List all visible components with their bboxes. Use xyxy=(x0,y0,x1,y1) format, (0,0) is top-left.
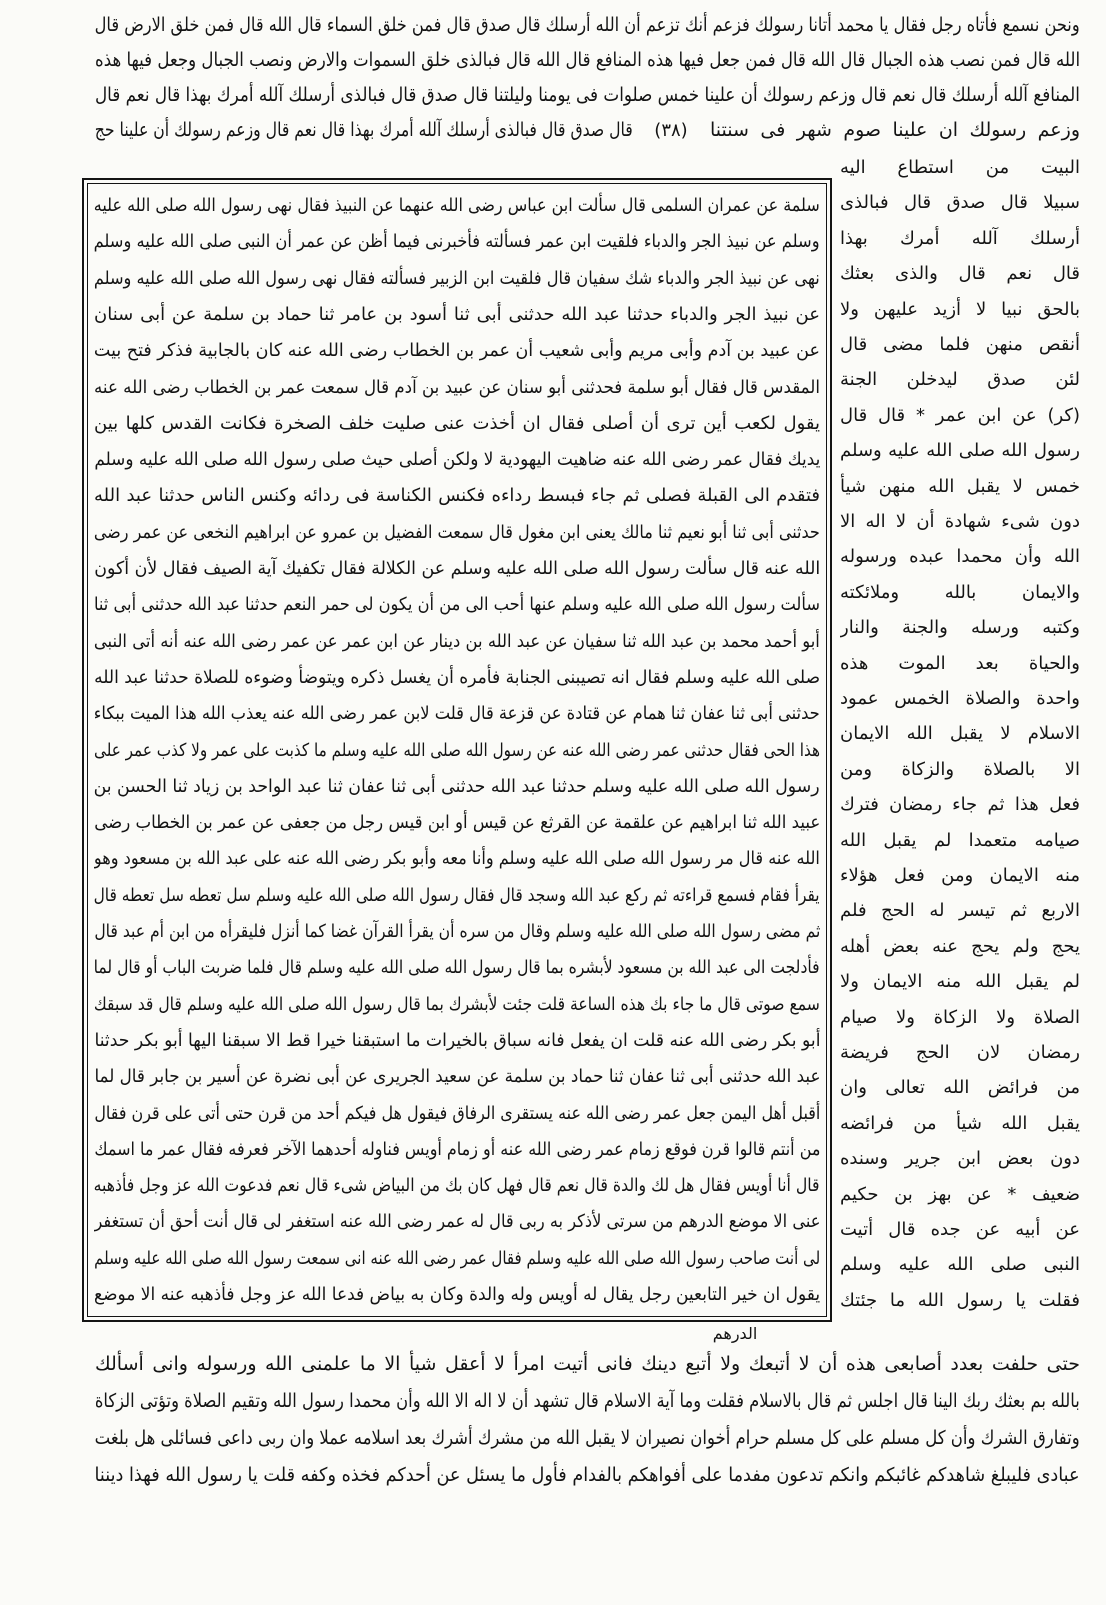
main-text-line-text: نهى عن نبيذ الجر والدباء شك سفيان قال فلقيت ابن الزبير فسألته فقال نهى رسول الله صلى الله عليه وسلم xyxy=(94,267,820,289)
margin-line-text: والحياة بعد الموت هذه xyxy=(840,652,1080,674)
main-text-line xyxy=(94,406,820,442)
footer-line xyxy=(95,1457,1080,1494)
margin-line xyxy=(840,787,1080,822)
margin-line xyxy=(840,823,1080,858)
margin-line xyxy=(840,752,1080,787)
main-text-line-text: قال أنا أويس فقال هل لك والدة قال نعم قال فهل كان بك من البياض شىء قال نعم فدعوت الله عز وجل فأذهبه xyxy=(94,1175,820,1197)
main-text-line xyxy=(94,660,820,696)
main-text-line xyxy=(94,551,820,587)
main-text-line-text: فأدلجت الى عبد الله بن مسعود لأبشره بما قال رسول الله صلى الله عليه وسلم قال فلما ضربت الباب أو قال لما xyxy=(94,957,820,979)
footer-line xyxy=(95,1346,1080,1383)
margin-line xyxy=(840,398,1080,433)
header-line-text: الله قال فمن نصب هذه الجبال قال الله قال فمن جعل فيها هذه المنافع قال الله قال فبالذى خلق السموات والارض ونصب الجبال وجعل فيها هذه xyxy=(95,49,1080,71)
margin-line-text: البيت من استطاع اليه xyxy=(840,157,1080,178)
margin-line-text: ضعيف * عن بهز بن حكيم xyxy=(840,1183,1080,1205)
main-text-line-text: سألت رسول الله صلى الله عليه وسلم عنها أحب الى من أن يكون لى حمر النعم حدثنا عبد الله حدثنى أبى ثنا xyxy=(94,594,820,616)
main-text-line-text: يديك فقال عمر رضى الله عنه ضاهيت اليهودية لا ولكن أصلى حيث صلى رسول الله صلى الله عليه وسلم xyxy=(94,449,820,471)
main-text-line xyxy=(94,987,820,1023)
main-text-line-text: يقول لكعب أين ترى أن أصلى فقال ان أخذت عنى صليت خلف الصخرة فكانت القدس كلها بين xyxy=(94,412,820,434)
main-text-line-text: أبو بكر رضى الله عنه قلت ان يفعل فانه سباق بالخيرات ما استبقنا خيرا قط الا سبقنا اليها أبو بكر حدثنا xyxy=(94,1029,820,1051)
margin-line xyxy=(840,964,1080,999)
main-text-line xyxy=(94,261,820,297)
main-text-line-text: حدثنى أبى ثنا عفان ثنا همام عن قتادة عن قزعة قال قلت لابن عمر رضى الله عنه يعذب الله هذا الميت ببكاء xyxy=(94,703,820,725)
main-text-line xyxy=(94,841,820,877)
margin-line-text: النبى صلى الله عليه وسلم xyxy=(840,1254,1080,1276)
overflow-word: الدرهم xyxy=(712,1324,758,1343)
footer-line xyxy=(95,1383,1080,1420)
margin-line-text: والايمان بالله وملائكته xyxy=(840,581,1080,603)
header-line-text: ونحن نسمع فأتاه رجل فقال يا محمد أتانا رسولك فزعم أنك تزعم أن الله أرسلك قال صدق قال فمن خلق السماء قال الله قال فمن خلق الارض قال xyxy=(95,14,1080,36)
margin-line xyxy=(840,185,1080,220)
margin-line xyxy=(840,469,1080,504)
margin-line-text: أرسلك آلله أمرك بهذا xyxy=(840,227,1080,249)
main-text-line-text: عنى الا موضع الدرهم من سرتى لأذكر به ربى قال له عمر رضى الله عنه استغفر لى قال أنت أحق أن تستغفر xyxy=(94,1211,820,1233)
margin-line-text: يحج ولم يحج عنه بعض أهله xyxy=(840,935,1080,957)
main-text-line xyxy=(94,1096,820,1132)
main-text-lines xyxy=(84,180,830,1320)
margin-line xyxy=(840,150,1080,185)
margin-line xyxy=(840,433,1080,468)
margin-line xyxy=(840,362,1080,397)
main-text-line xyxy=(94,587,820,623)
main-text-line-text: صلى الله عليه وسلم فقال انه تصيبنى الجنابة فأمره أن يغسل ذكره ويتوضأ وضوءه للصلاة حدثنا عبد الله xyxy=(94,666,820,688)
margin-line xyxy=(840,1177,1080,1212)
main-text-line xyxy=(94,769,820,805)
margin-line xyxy=(840,1000,1080,1035)
margin-line-text: صيامه متعمدا لم يقبل الله xyxy=(840,829,1080,851)
main-text-line xyxy=(94,297,820,333)
margin-line xyxy=(840,893,1080,928)
margin-line-text: (كر) عن ابن عمر * قال قال xyxy=(840,404,1080,426)
main-text-line-text: رسول الله صلى الله عليه وسلم حدثنا عبد الله حدثنى أبى ثنا عفان ثنا عبد الواحد بن زياد ثنا الحسن بن xyxy=(94,775,820,797)
main-text-line-text: يقرأ فقام فسمع قراءته ثم ركع عبد الله وسجد قال فقال رسول الله صلى الله عليه وسلم سل تعطه سل تعطه قال xyxy=(94,884,820,906)
margin-line xyxy=(840,681,1080,716)
margin-line-text: خمس لا يقبل الله منهن شيأ xyxy=(840,475,1080,497)
main-text-line xyxy=(94,1059,820,1095)
margin-line-text: بالحق نبيا لا أزيد عليهن ولا xyxy=(840,298,1080,320)
margin-line-text: منه الايمان ومن فعل هؤلاء xyxy=(840,865,1080,886)
main-text-line xyxy=(94,878,820,914)
margin-line xyxy=(840,646,1080,681)
main-text-line xyxy=(94,914,820,950)
main-text-line-text: هذا الحى فقال حدثنى عمر رضى الله عنه عن رسول الله صلى الله عليه وسلم ما كذبت على عمر ولا كذب عمر على xyxy=(94,739,820,761)
main-text-line xyxy=(94,696,820,732)
margin-line xyxy=(840,1070,1080,1105)
margin-line xyxy=(840,1247,1080,1282)
main-text-line xyxy=(94,188,820,224)
main-text-line xyxy=(94,624,820,660)
margin-line-text: يقبل الله شيأ من فرائضه xyxy=(840,1112,1080,1134)
main-text-line-text: ثم مضى رسول الله صلى الله عليه وسلم وقال من سره أن يقرأ القرآن غضا كما أنزل فليقرأه من ابن أم عبد قال xyxy=(94,921,820,942)
margin-line-text: لئن صدق ليدخلن الجنة xyxy=(840,369,1080,391)
margin-line-text: الاربع ثم تيسر له الحج فلم xyxy=(840,900,1080,922)
footer-line-text: وتفارق الشرك وأن كل مسلم على كل مسلم حرام أخوان نصيران لا يقبل الله من مشرك أشرك بعد اسلامه عملا وان ربى داعى فسائلى هل بلغت xyxy=(95,1427,1080,1449)
margin-line xyxy=(840,716,1080,751)
margin-line-text: دون بعض ابن جرير وسنده xyxy=(840,1148,1080,1170)
margin-line-text: رسول الله صلى الله عليه وسلم xyxy=(840,440,1080,462)
margin-line-text: الا بالصلاة والزكاة ومن xyxy=(840,758,1080,780)
margin-line xyxy=(840,575,1080,610)
margin-line-text: دون شىء شهادة أن لا اله الا xyxy=(840,511,1080,532)
main-text-line-text: أقبل أهل اليمن جعل عمر رضى الله عنه يستقرى الرفاق فيقول هل فيكم أحد من قرن حتى أتى على قرن فقال xyxy=(94,1102,820,1124)
main-text-line-text: الله عنه قال مر رسول الله صلى الله عليه وسلم وأنا معه وأبو بكر رضى الله عنه على عبد الله بن مسعود وهو xyxy=(94,848,820,870)
margin-line-text: رمضان لان الحج فريضة xyxy=(840,1042,1080,1063)
margin-line-text: وكتبه ورسله والجنة والنار xyxy=(840,617,1080,639)
margin-line xyxy=(840,1212,1080,1247)
margin-line xyxy=(840,929,1080,964)
header-line-right-segment xyxy=(710,113,1080,148)
main-text-line xyxy=(94,515,820,551)
main-text-line-text: أبو أحمد محمد بن عبد الله ثنا سفيان عن عبد الله بن دينار عن ابن عمر عن عمر رضى الله عنه أنه أتى النبى xyxy=(94,630,820,652)
margin-line xyxy=(840,610,1080,645)
main-text-line-text: حدثنى أبى ثنا أبو نعيم ثنا مالك يعنى ابن مغول قال سمعت الفضيل بن عمرو عن ابراهيم النخعى عن عمر رضى xyxy=(94,521,820,543)
margin-line xyxy=(840,256,1080,291)
main-text-line xyxy=(94,478,820,514)
margin-line-text: سبيلا قال صدق قال فبالذى xyxy=(840,192,1080,214)
margin-line-text: الله وأن محمدا عبده ورسوله xyxy=(840,546,1080,568)
page-number: (٣٨) xyxy=(654,120,688,141)
footer-line-text: بالله بم بعثك ربك الينا قال اجلس ثم قال بالاسلام فقلت وما آية الاسلام قال تشهد أن لا اله الا الله وأن محمدا رسول الله وتقيم الصلاة وتؤتى الزكاة xyxy=(95,1390,1080,1412)
main-text-line xyxy=(94,333,820,369)
margin-line xyxy=(840,327,1080,362)
main-text-line xyxy=(94,1277,820,1313)
main-text-line-text: عن عبيد بن آدم وأبى مريم وأبى شعيب أن عمر بن الخطاب رضى الله عنه كان بالجابية فذكر فتح بيت xyxy=(94,340,820,362)
main-text-line-text: لى أنت صاحب رسول الله صلى الله عليه وسلم فقال عمر رضى الله عنه انى سمعت رسول الله صلى الله عليه وسلم xyxy=(94,1247,820,1269)
margin-line-text: قال نعم قال والذى بعثك xyxy=(840,263,1080,285)
margin-line xyxy=(840,1035,1080,1070)
main-text-line xyxy=(94,950,820,986)
main-text-line xyxy=(94,1023,820,1059)
margin-line xyxy=(840,1283,1080,1318)
main-text-line-text: وسلم عن نبيذ الجر والدباء فلقيت ابن عمر فسألته فأخبرنى فيما أظن عن عمر أن النبى صلى الله عليه وسلم xyxy=(94,231,820,253)
margin-line-text: واحدة والصلاة الخمس عمود xyxy=(840,688,1080,709)
margin-line xyxy=(840,539,1080,574)
margin-line xyxy=(840,1141,1080,1176)
margin-line xyxy=(840,221,1080,256)
margin-line-text: الاسلام لا يقبل الله الايمان xyxy=(840,723,1080,745)
main-text-line xyxy=(94,1204,820,1240)
main-text-box xyxy=(82,178,832,1322)
margin-line xyxy=(840,504,1080,539)
margin-line-text: الصلاة ولا الزكاة ولا صيام xyxy=(840,1006,1080,1028)
header-line-left-segment xyxy=(95,113,633,148)
footer-line xyxy=(95,1420,1080,1457)
main-text-line-text: عبيد الله ثنا ابراهيم عن علقمة عن القرثع عن قيس أو ابن قيس رجل من جعفى عن عمر بن الخطاب رضى xyxy=(94,812,820,834)
margin-line xyxy=(840,292,1080,327)
footer-line-text: عبادى فليبلغ شاهدكم غائبكم وانكم تدعون مفدما على أفواهكم بالفدام فأول ما يسئل عن أحدكم فخذه وكفه قلت يا رسول الله فهذا ديننا xyxy=(95,1464,1080,1486)
header-line-right-text: وزعم رسولك ان علينا صوم شهر فى سنتنا xyxy=(710,119,1080,141)
header-line xyxy=(95,78,1080,113)
main-text-line xyxy=(94,370,820,406)
margin-line xyxy=(840,858,1080,893)
main-text-line-text: المقدس قال فقال أبو سلمة فحدثنى أبو سنان عن عبيد بن آدم قال سمعت عمر بن الخطاب رضى الله عنه xyxy=(94,376,820,398)
margin-line-text: من فرائض الله تعالى وان xyxy=(840,1077,1080,1099)
footer-line-text: حتى حلفت بعدد أصابعى هذه أن لا أتبعك ولا أتبع دينك فانى أتيت امرأ لا أعقل شيأ الا ما علمنى الله ورسوله وانى أسألك xyxy=(95,1353,1080,1375)
margin-line-text: فعل هذا ثم جاء رمضان فترك xyxy=(840,794,1080,816)
header-line xyxy=(95,8,1080,43)
header-line-left-text: قال صدق قال فبالذى أرسلك آلله أمرك بهذا قال نعم قال وزعم رسولك أن علينا حج xyxy=(95,119,633,141)
main-text-line-text: سلمة عن عمران السلمى قال سألت ابن عباس رضى الله عنهما عن النبيذ فقال نهى رسول الله صلى الله عليه xyxy=(94,195,820,216)
main-text-line-text: عبد الله حدثنى أبى ثنا عفان ثنا حماد بن سلمة عن سعيد الجريرى عن أبى نضرة عن أسير بن جابر قال لما xyxy=(94,1066,820,1088)
main-text-line xyxy=(94,1168,820,1204)
margin-line-text: فقلت يا رسول الله ما جئتك xyxy=(840,1289,1080,1311)
main-text-line xyxy=(94,442,820,478)
main-text-line xyxy=(94,1132,820,1168)
main-text-line-text: يقول ان خير التابعين رجل يقال له أويس وله والدة وكان به بياض فدعا الله عز وجل فأذهبه عنه الا موضع xyxy=(94,1284,820,1305)
margin-line-text: عن أبيه عن جده قال أتيت xyxy=(840,1219,1080,1240)
header-line xyxy=(95,43,1080,78)
main-text-line-text: فتقدم الى القبلة فصلى ثم جاء فبسط رداءه فكنس الكناسة فى ردائه وكنس الناس حدثنا عبد الله xyxy=(94,485,820,507)
main-text-line-text: سمع صوتى قال ما جاء بك هذه الساعة قلت جئت لأبشرك بما قال رسول الله صلى الله عليه وسلم قال قد سبقك xyxy=(94,993,820,1015)
margin-line-text: لم يقبل الله منه الايمان ولا xyxy=(840,971,1080,993)
margin-line-text: أنقص منهن فلما مضى قال xyxy=(840,334,1080,355)
main-text-line-text: من أنتم قالوا قرن فوقع زمام عمر رضى الله عنه أو زمام أويس فناوله أحدهما الآخر فعرفه فقال عمر ما اسمك xyxy=(94,1138,820,1160)
margin-line xyxy=(840,1106,1080,1141)
header-line-text: المنافع آلله أرسلك قال نعم قال وزعم رسولك أن علينا خمس صلوات فى يومنا وليلتنا قال صدق قال فبالذى أرسلك آلله أمرك بهذا قال نعم قال xyxy=(95,84,1080,106)
main-text-line xyxy=(94,1241,820,1277)
main-text-line-text: الله عنه قال سألت رسول الله صلى الله عليه وسلم عن الكلالة فقال تكفيك آية الصيف فقال لأن أكون xyxy=(94,558,820,579)
main-text-line xyxy=(94,733,820,769)
main-text-line xyxy=(94,224,820,260)
main-text-line xyxy=(94,805,820,841)
main-text-line-text: عن نبيذ الجر والدباء حدثنا عبد الله حدثنى أبى ثنا أسود بن عامر ثنا حماد بن سلمة عن أبى سنان xyxy=(94,303,820,325)
